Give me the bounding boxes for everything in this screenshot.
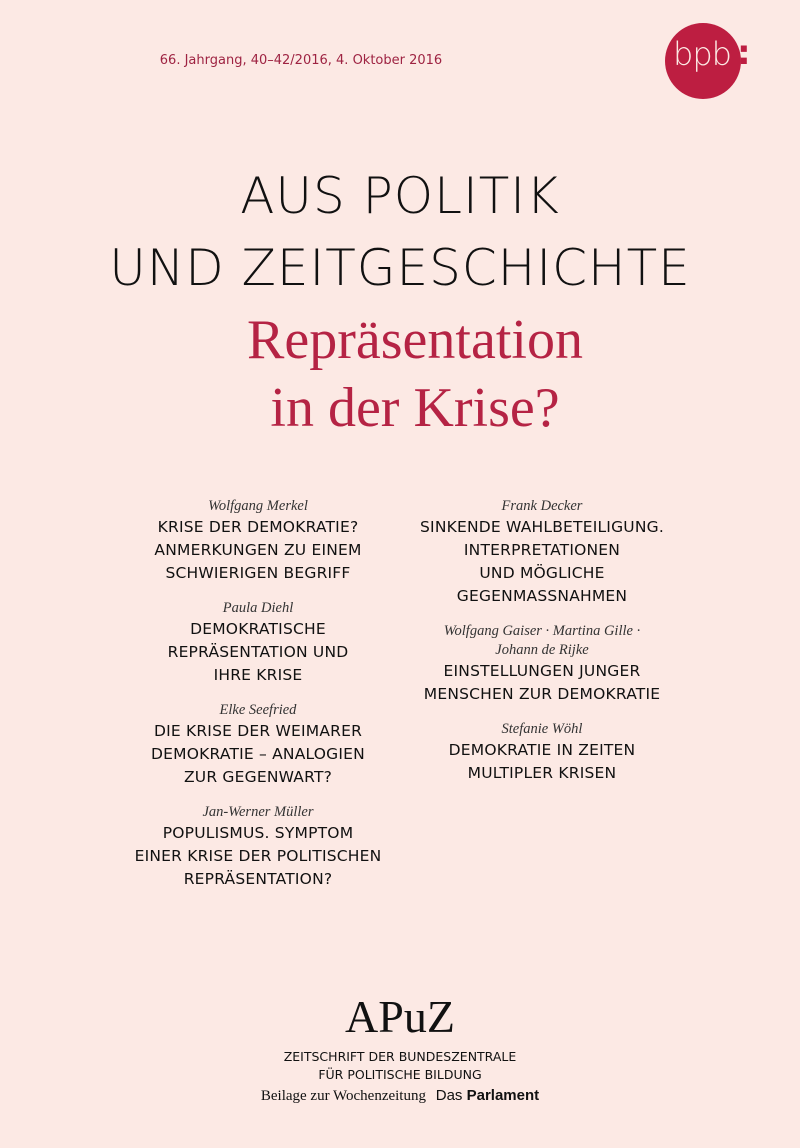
das-parlament-logo: [436, 1087, 539, 1104]
article-headline-line: UND MÖGLICHE: [479, 564, 605, 582]
article-headline-line: POPULISMUS. SYMPTOM: [162, 824, 354, 842]
article-headline-line: SINKENDE WAHLBETEILIGUNG.: [420, 518, 664, 536]
article-author: Wolfgang Merkel: [208, 498, 308, 514]
article-entry: [392, 720, 692, 785]
article-headline-line: EINSTELLUNGEN JUNGER: [443, 662, 641, 680]
article-headline-line: REPRÄSENTATION?: [183, 870, 333, 888]
publisher-line: ZEITSCHRIFT DER BUNDESZENTRALE: [283, 1049, 517, 1064]
article-author: Jan-Werner Müller: [202, 804, 314, 820]
article-headline-line: ZUR GEGENWART?: [183, 768, 333, 786]
magazine-title: [0, 160, 800, 304]
bpb-logo-colon: :: [737, 33, 751, 73]
supplement-text: Beilage zur Wochenzeitung: [260, 1088, 426, 1104]
issue-theme: [0, 306, 800, 442]
article-author: Paula Diehl: [222, 600, 294, 616]
bpb-logo-text: bpb: [673, 35, 731, 73]
title-line: UND ZEITGESCHICHTE: [109, 239, 691, 297]
article-entry: [392, 497, 692, 608]
article-author: Stefanie Wöhl: [501, 721, 583, 737]
article-headline-line: REPRÄSENTATION UND: [167, 643, 349, 661]
title-line: AUS POLITIK: [240, 167, 560, 225]
article-headline-line: DEMOKRATISCHE: [190, 620, 326, 638]
article-headline-line: KRISE DER DEMOKRATIE?: [157, 518, 359, 536]
article-headline-line: MENSCHEN ZUR DEMOKRATIE: [423, 685, 661, 703]
article-entry: [108, 701, 408, 789]
article-entry: [108, 803, 408, 891]
article-headline-line: IHRE KRISE: [213, 666, 303, 684]
theme-line: Repräsentation: [247, 309, 583, 371]
paper-das: Das: [435, 1087, 463, 1104]
article-headline-line: INTERPRETATIONEN: [463, 541, 621, 559]
issue-line: 66. Jahrgang, 40–42/2016, 4. Oktober 2016: [159, 53, 443, 68]
article-entry: [108, 599, 408, 687]
article-headline-line: DEMOKRATIE IN ZEITEN: [448, 741, 636, 759]
article-author: Elke Seefried: [219, 702, 297, 718]
article-headline-line: DIE KRISE DER WEIMARER: [153, 722, 363, 740]
article-entry: [108, 497, 408, 585]
apuz-logo: APuZ: [345, 991, 455, 1042]
publisher: [0, 1048, 800, 1084]
article-headline-line: DEMOKRATIE – ANALOGIEN: [151, 745, 365, 763]
contents-left: [108, 497, 408, 905]
article-headline-line: EINER KRISE DER POLITISCHEN: [134, 847, 382, 865]
supplement-line: [0, 1087, 800, 1105]
article-headline-line: ANMERKUNGEN ZU EINEM: [154, 541, 362, 559]
publisher-line: FÜR POLITISCHE BILDUNG: [318, 1067, 482, 1082]
theme-line: in der Krise?: [270, 377, 560, 439]
paper-name: Parlament: [466, 1087, 540, 1104]
bpb-logo: [665, 23, 751, 99]
article-author: Frank Decker: [501, 498, 583, 514]
article-author: Wolfgang Gaiser · Martina Gille · Johann de Rijke: [443, 623, 641, 658]
contents-right: [392, 497, 692, 799]
article-entry: [392, 622, 692, 706]
article-headline-line: SCHWIERIGEN BEGRIFF: [165, 564, 351, 582]
article-headline-line: GEGENMASSNAHMEN: [456, 587, 628, 605]
article-headline-line: MULTIPLER KRISEN: [467, 764, 617, 782]
